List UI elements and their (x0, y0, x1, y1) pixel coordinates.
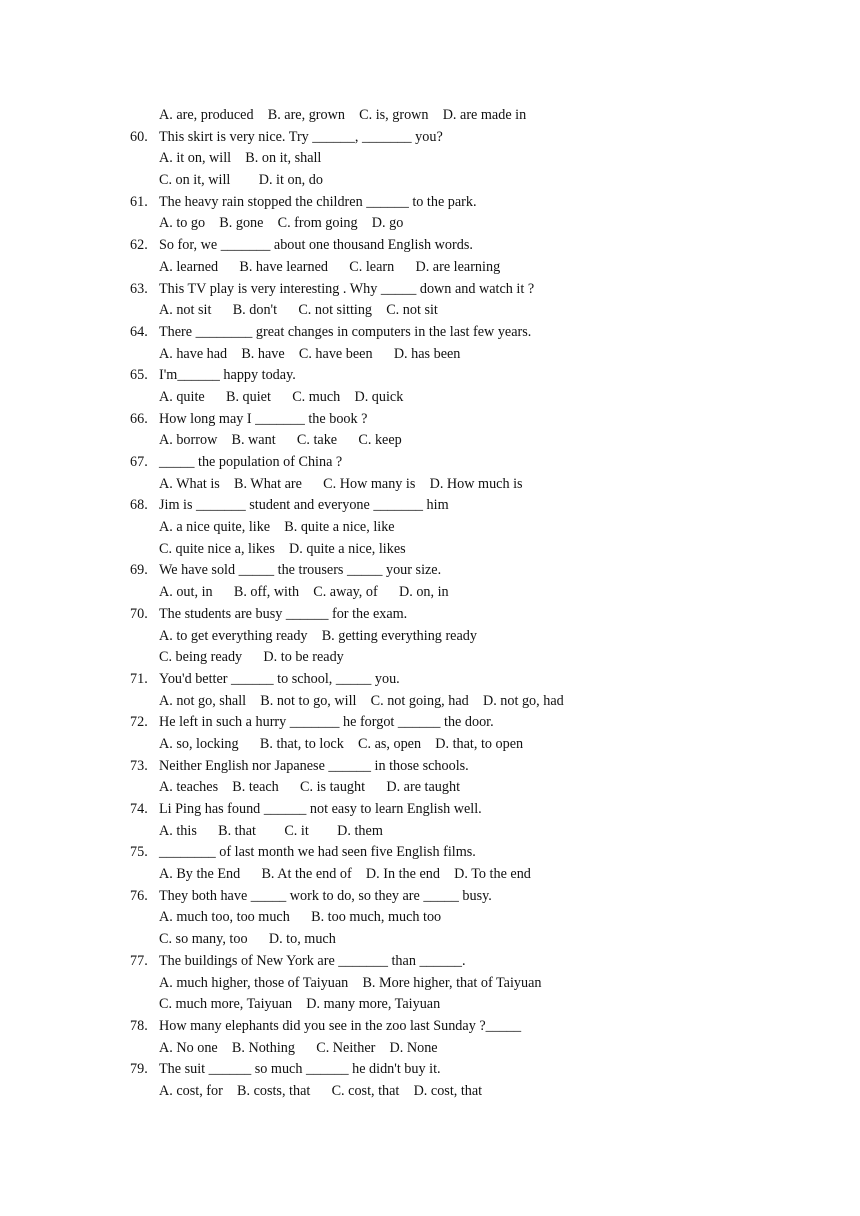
options-line (0, 821, 860, 843)
question-line (0, 712, 860, 734)
question-text: They both have _____ work to do, so they are _____ busy. (159, 887, 492, 904)
answer-options: A. to go B. gone C. from going D. go (159, 215, 404, 232)
answer-options: A. No one B. Nothing C. Neither D. None (159, 1039, 438, 1056)
options-line (0, 170, 860, 192)
options-line (0, 213, 860, 235)
answer-options: A. teaches B. teach C. is taught D. are taught (159, 779, 461, 796)
question-line (0, 192, 860, 214)
answer-options: A. By the End B. At the end of D. In the end D. To the end (159, 866, 531, 883)
question-number: 69. (130, 562, 148, 579)
question-line (0, 235, 860, 257)
question-text: Jim is _______ student and everyone _______ him (159, 497, 449, 514)
question-line (0, 886, 860, 908)
question-text: How long may I _______ the book ? (159, 410, 368, 427)
options-line (0, 1038, 860, 1060)
answer-options: A. not go, shall B. not to go, will C. not going, had D. not go, had (159, 692, 564, 709)
answer-options: A. to get everything ready B. getting everything ready (159, 627, 477, 644)
options-line (0, 257, 860, 279)
question-line (0, 1059, 860, 1081)
question-number: 60. (130, 128, 148, 145)
question-number: 73. (130, 757, 148, 774)
question-line (0, 842, 860, 864)
question-text: There ________ great changes in computers in the last few years. (159, 323, 532, 340)
question-text: Neither English nor Japanese ______ in those schools. (159, 757, 469, 774)
answer-options: C. on it, will D. it on, do (159, 172, 323, 189)
question-line (0, 279, 860, 301)
question-text: This skirt is very nice. Try ______, _______ you? (159, 128, 443, 145)
options-line (0, 539, 860, 561)
answer-options: A. not sit B. don't C. not sitting C. not sit (159, 302, 438, 319)
question-number: 76. (130, 887, 148, 904)
question-text: You'd better ______ to school, _____ you. (159, 670, 400, 687)
question-line (0, 322, 860, 344)
question-number: 70. (130, 605, 148, 622)
answer-options: A. out, in B. off, with C. away, of D. on, in (159, 584, 449, 601)
question-line (0, 495, 860, 517)
options-line (0, 994, 860, 1016)
question-number: 67. (130, 454, 148, 470)
question-number: 61. (130, 193, 148, 210)
options-line (0, 929, 860, 951)
question-line (0, 409, 860, 431)
options-line (0, 691, 860, 713)
answer-options: C. quite nice a, likes D. quite a nice, likes (159, 540, 406, 557)
question-number: 79. (130, 1061, 148, 1078)
question-number: 62. (130, 237, 148, 254)
question-line (0, 669, 860, 691)
answer-options: A. so, locking B. that, to lock C. as, open D. that, to open (159, 735, 524, 752)
question-text: How many elephants did you see in the zoo last Sunday ?_____ (159, 1017, 522, 1034)
question-text: The students are busy ______ for the exam. (159, 605, 408, 622)
options-line (0, 973, 860, 995)
question-text: _____ the population of China ? (159, 454, 343, 470)
question-number: 78. (130, 1017, 148, 1034)
options-line (0, 474, 860, 496)
options-line (0, 430, 860, 452)
question-number: 66. (130, 410, 148, 427)
options-line (0, 647, 860, 669)
document-page (0, 105, 860, 1103)
answer-options: A. cost, for B. costs, that C. cost, that D. cost, that (159, 1082, 483, 1099)
question-number: 68. (130, 497, 148, 514)
answer-options: A. much higher, those of Taiyuan B. More higher, that of Taiyuan (159, 974, 542, 991)
answer-options: A. have had B. have C. have been D. has been (159, 345, 461, 362)
options-line (0, 105, 860, 127)
question-line (0, 127, 860, 149)
answer-options: A. this B. that C. it D. them (159, 822, 383, 839)
question-number: 63. (130, 280, 148, 297)
question-text: ________ of last month we had seen five English films. (159, 844, 476, 861)
options-line (0, 1081, 860, 1103)
options-line (0, 517, 860, 539)
question-number: 71. (130, 670, 148, 687)
options-line (0, 734, 860, 756)
question-number: 64. (130, 323, 148, 340)
answer-options: C. being ready D. to be ready (159, 649, 344, 666)
answer-options: A. are, produced B. are, grown C. is, grown D. are made in (159, 107, 527, 123)
question-text: The heavy rain stopped the children ______ to the park. (159, 193, 477, 210)
question-line (0, 756, 860, 778)
question-number: 77. (130, 952, 148, 969)
question-text: The suit ______ so much ______ he didn't buy it. (159, 1061, 441, 1078)
options-line (0, 300, 860, 322)
question-text: So for, we _______ about one thousand English words. (159, 237, 473, 254)
question-line (0, 1016, 860, 1038)
question-text: I'm______ happy today. (159, 367, 296, 384)
question-line (0, 951, 860, 973)
answer-options: C. much more, Taiyuan D. many more, Taiyuan (159, 996, 441, 1013)
question-number: 65. (130, 367, 148, 384)
options-line (0, 387, 860, 409)
options-line (0, 582, 860, 604)
question-text: The buildings of New York are _______ than ______. (159, 952, 466, 969)
question-text: He left in such a hurry _______ he forgot ______ the door. (159, 714, 494, 731)
answer-options: A. a nice quite, like B. quite a nice, like (159, 519, 395, 536)
options-line (0, 907, 860, 929)
question-text: Li Ping has found ______ not easy to learn English well. (159, 801, 482, 817)
question-number: 72. (130, 714, 148, 731)
answer-options: A. learned B. have learned C. learn D. are learning (159, 258, 501, 275)
question-line (0, 452, 860, 474)
question-number: 75. (130, 844, 148, 861)
answer-options: A. it on, will B. on it, shall (159, 150, 322, 167)
question-number: 74. (130, 801, 148, 817)
options-line (0, 777, 860, 799)
answer-options: A. borrow B. want C. take C. keep (159, 432, 402, 449)
options-line (0, 864, 860, 886)
question-line (0, 560, 860, 582)
question-text: This TV play is very interesting . Why _____ down and watch it ? (159, 280, 535, 297)
question-line (0, 365, 860, 387)
options-line (0, 148, 860, 170)
answer-options: C. so many, too D. to, much (159, 931, 336, 948)
answer-options: A. quite B. quiet C. much D. quick (159, 388, 404, 405)
options-line (0, 626, 860, 648)
question-text: We have sold _____ the trousers _____ your size. (159, 562, 442, 579)
question-line (0, 604, 860, 626)
answer-options: A. much too, too much B. too much, much too (159, 909, 442, 926)
answer-options: A. What is B. What are C. How many is D. How much is (159, 475, 523, 492)
options-line (0, 344, 860, 366)
question-line (0, 799, 860, 821)
